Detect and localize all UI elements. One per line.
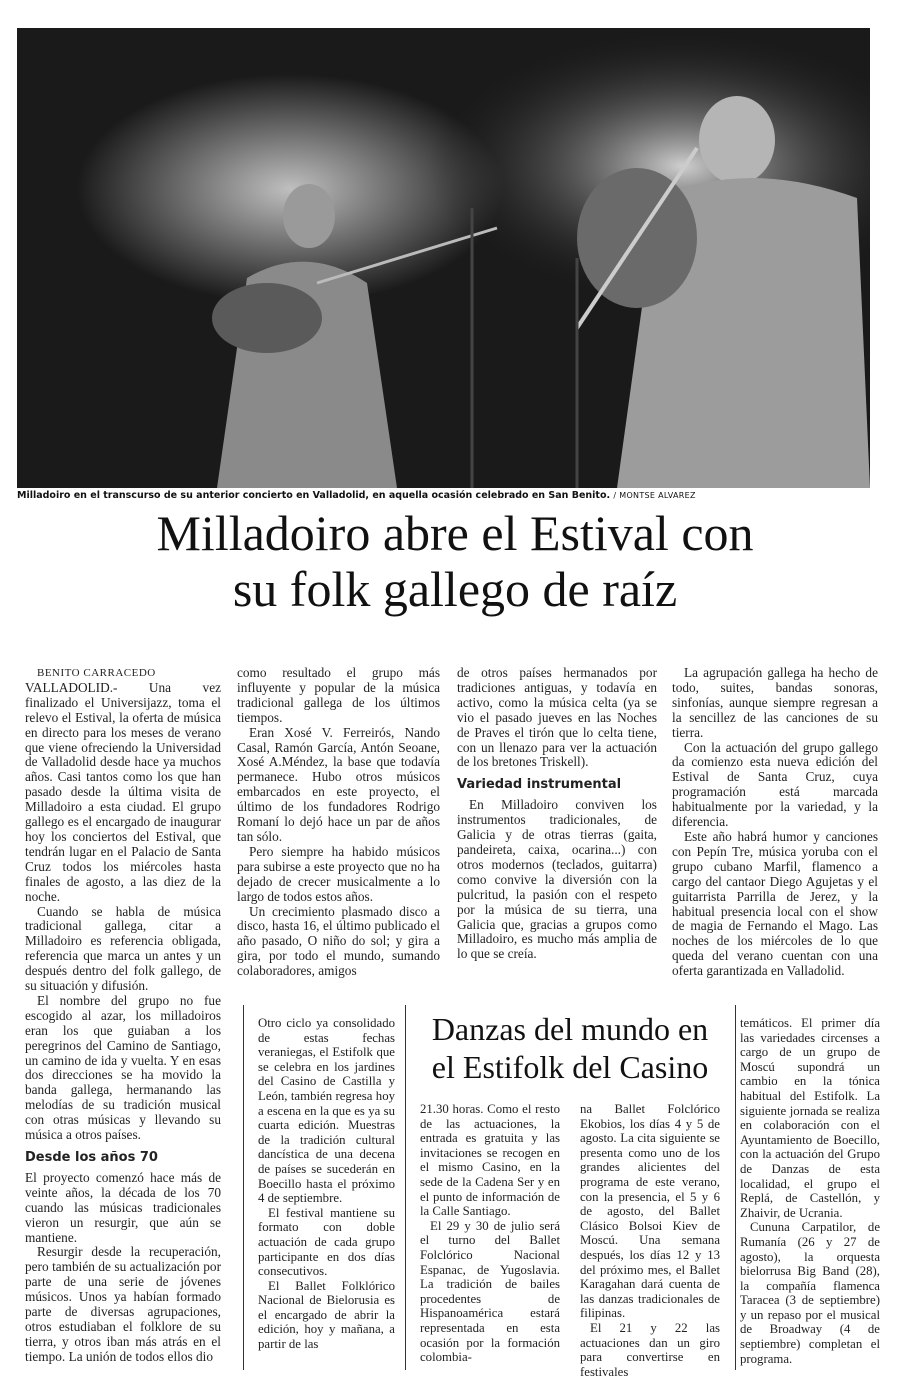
paragraph: Un crecimiento plasmado disco a disco, hasta 16, el último publicado el año pasado, O niño do sol; y gira a gira, por todo el mundo, sumando colaboradores, amigos	[237, 903, 440, 979]
paragraph: Con la actuación del grupo gallego da comienzo esta nueva edición del Estival de Santa Cruz, cuya programación está marcada habitualmente por la variedad, y la diferencia.	[672, 739, 878, 830]
paragraph: 21.30 horas. Como el resto de las actuaciones, la entrada es gratuita y las invitaciones se recogen en el mismo Casino, en la sede de la Cadena Ser y en el punto de información de la Calle Santiago.	[420, 1102, 560, 1219]
column-rule	[405, 1005, 406, 1370]
column-rule	[243, 1005, 244, 1370]
paragraph: La agrupación gallega ha hecho de todo, suites, bandas sonoras, sinfonías, aunque siempre regresan a la sencillez de las canciones de su tierra.	[672, 665, 878, 740]
subheading-desde: Desde los años 70	[25, 1150, 158, 1165]
paragraph: Este año habrá humor y canciones con Pepín Tre, música yoruba con el grupo cubano Marfil, flamenco a cargo del cantaor Diego Agujetas y el guitarrista Parrilla de Jerez, y la habitual presencia local con el show de magia de Fernando el Mago. Las noches de los miércoles de lo que queda del verano cuentan con una oferta garantizada en Valladolid.	[672, 828, 878, 979]
paragraph: Otro ciclo ya consolidado de estas fechas veraniegas, el Estifolk que se celebra en los jardines del Casino de Castilla y León, también regresa hoy a escena en la que es ya su cuarta edición. Muestras de la tradición cultural dancística de una decena de países se sucederán en Boecillo hasta el próximo 4 de septiembre.	[258, 1016, 395, 1206]
headline-line-1: Milladoiro abre el Estival con	[156, 505, 754, 561]
paragraph: VALLADOLID.- Una vez finalizado el Universijazz, toma el relevo el Estival, la oferta de música en directo para los meses de verano que viene ofreciendo la Universidad de Valladolid desde hace ya muchos años. Casi tantos como los que han pasado desde la última visita de Milladoiro a esta ciudad. El grupo gallego es el encargado de inaugurar hoy los conciertos del Estival, que tendrán lugar en el Palacio de Santa Cruz todos los miércoles hasta finales de agosto, a las diez de la noche.	[25, 679, 221, 904]
paragraph: de otros países hermanados por tradiciones antiguas, y todavía en activo, como la música celta (ya se vio el pasado jueves en las Noches de Praves el tirón que lo celta tiene, con un llenazo para ver la actuación de los bretones Triskell).	[457, 665, 657, 770]
paragraph: como resultado el grupo más influyente y popular de la música tradicional gallega de los últimos tiempos.	[237, 665, 440, 725]
article-column-1	[25, 666, 221, 1365]
paragraph: Resurgir desde la recuperación, pero también de su actualización por parte de una serie de jóvenes músicos. Unos ya habían formado parte de diversas agrupaciones, otros estudiaban el folklore de su tierra, y otros iban más atrás en el tiempo. La unión de todos ellos dio	[25, 1244, 221, 1364]
paragraph: Cununa Carpatilor, de Rumanía (26 y 27 de agosto), la orquesta bielorrusa Big Band (28), la compañía flamenca Taracea (3 de septiembre) y un repaso por el musical de Broadway (4 de septiembre) completan el programa.	[740, 1220, 880, 1366]
paragraph: El nombre del grupo no fue escogido al azar, los milladoiros eran los que guiaban a los peregrinos del Camino de Santiago, un camino de ida y vuelta. Y en esas dos direcciones se ha movido la banda gallega, hermanando las melodías de su tradición musical con otras músicas y llevando su música a otros países.	[25, 992, 221, 1143]
column-rule	[735, 1005, 736, 1370]
photo-caption	[17, 490, 897, 501]
article2-column-3	[580, 1102, 720, 1379]
paragraph: El 29 y 30 de julio será el turno del Ballet Folclórico Nacional Espanac, de Yugoslavia. La tradición de bailes procedentes de Hispanoamérica estará representada en esta ocasión por la formación colombia-	[420, 1218, 560, 1365]
article2-column-1	[258, 1016, 395, 1352]
secondary-headline-line-1: Danzas del mundo en	[431, 1011, 709, 1047]
paragraph: En Milladoiro conviven los instrumentos tradicionales, de Galicia y de otras tierras (gaita, pandeireta, caixa, ocarina...) con otros modernos (teclados, guitarra) como convive la diversión con la pulcritud, la pasión con el respeto por la música de su tierra, una Galicia que, gracias a grupos como Milladoiro, es mucho más amplia de lo que se creía.	[457, 797, 657, 962]
main-headline	[20, 505, 890, 617]
article2-column-2	[420, 1102, 560, 1365]
secondary-headline	[410, 1010, 730, 1086]
article-column-4	[672, 666, 878, 979]
paragraph: El Ballet Folklórico Nacional de Bielorusia es el encargado de abrir la edición, hoy y mañana, a partir de las	[258, 1278, 395, 1352]
article2-column-4	[740, 1016, 880, 1366]
paragraph: na Ballet Folclórico Ekobios, los días 4 y 5 de agosto. La cita siguiente se presenta como uno de los grandes alicientes del programa de este verano, con la presencia, el 5 y 6 de agosto, del Ballet Clásico Bolsoi Kiev de Moscú. Una semana después, los días 12 y 13 del próximo mes, el Ballet Karagahan dará cuenta de las danzas tradicionales de filipinas.	[580, 1102, 720, 1321]
caption-text: Milladoiro en el transcurso de su anterior concierto en Valladolid, en aquella ocasión celebrado en San Benito.	[17, 490, 611, 501]
paragraph: Eran Xosé V. Ferreirós, Nando Casal, Ramón García, Antón Seoane, Xosé A.Méndez, la base que todavía permanece. Hubo otros músicos embarcados en este proyecto, el último de los fundadores Rodrigo Romaní lo dejó hace un par de años tan sólo.	[237, 724, 440, 844]
paragraph: El festival mantiene su formato con doble actuación de cada grupo participante en dos días consecutivos.	[258, 1205, 395, 1279]
headline-line-2: su folk gallego de raíz	[232, 561, 678, 617]
article-column-2	[237, 666, 440, 979]
subheading-variedad: Variedad instrumental	[457, 777, 622, 793]
byline: BENITO CARRACEDO	[37, 667, 156, 679]
paragraph: El proyecto comenzó hace más de veinte años, la década de los 70 cuando las músicas tradicionales vieron un resurgir, que aún se mantiene.	[25, 1169, 221, 1245]
article-column-3	[457, 666, 657, 962]
photo-credit: / MONTSE ALVAREZ	[613, 491, 696, 500]
paragraph: El 21 y 22 las actuaciones dan un giro para convertirse en festivales	[580, 1320, 720, 1379]
secondary-headline-line-2: el Estifolk del Casino	[431, 1049, 709, 1085]
concert-photo	[17, 28, 870, 488]
paragraph: temáticos. El primer día las variedades circenses a cargo de un grupo de Moscú supondrá un cambio en la tónica habitual del Estifolk. La siguiente jornada se realiza en colaboración con el Ayuntamiento de Boecillo, con la actuación del Grupo de Danzas de esta localidad, el grupo el Replá, de Castellón, y Zhaivir, de Ucrania.	[740, 1016, 880, 1220]
paragraph: Pero siempre ha habido músicos para subirse a este proyecto que no ha dejado de crecer musicalmente a lo largo de todos estos años.	[237, 843, 440, 904]
paragraph: Cuando se habla de música tradicional gallega, citar a Milladoiro es referencia obligada, referencia que marca un antes y un después dentro del folk gallego, de su situación y difusión.	[25, 903, 221, 994]
